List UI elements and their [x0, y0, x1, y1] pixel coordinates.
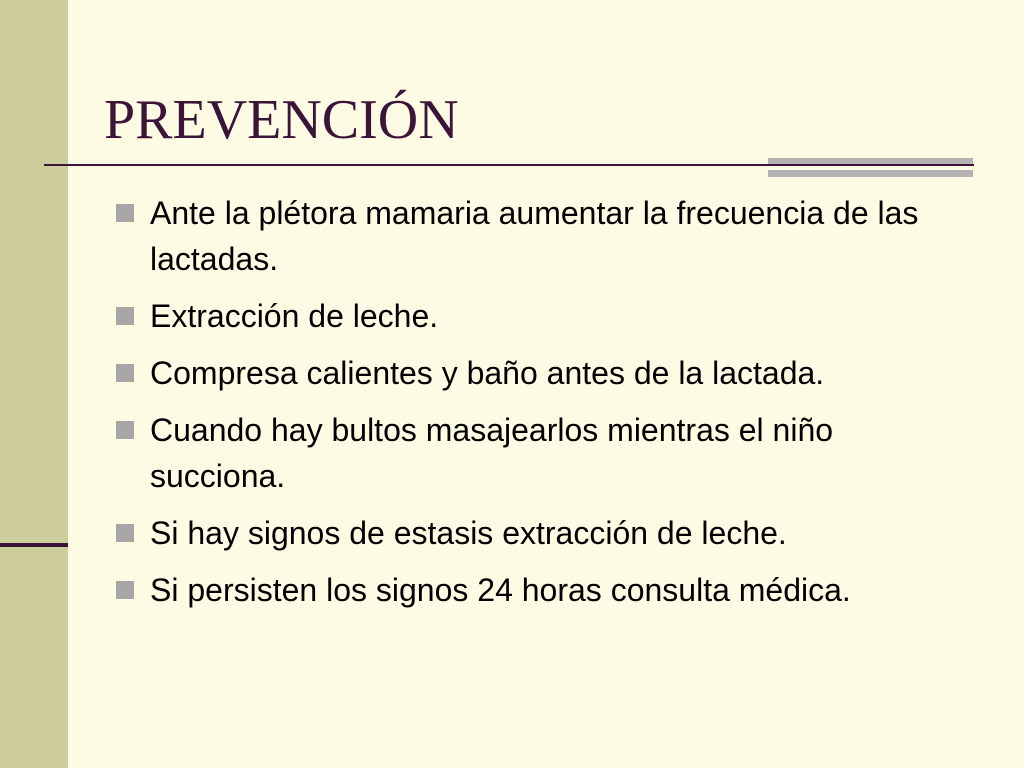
bullet-item: [116, 567, 976, 613]
bullet-item: [116, 407, 976, 499]
square-bullet-icon: [116, 204, 134, 222]
bullet-text: Cuando hay bultos masajearlos mientras el niño succiona.: [150, 412, 834, 494]
slide-title: PREVENCIÓN: [104, 89, 459, 151]
square-bullet-icon: [116, 581, 134, 599]
bullet-text: Si persisten los signos 24 horas consulta médica.: [150, 572, 851, 608]
square-bullet-icon: [116, 364, 134, 382]
bullet-item: [116, 293, 976, 339]
bullet-item: [116, 510, 976, 556]
divider-accent-bar-top: [768, 158, 973, 164]
bullet-text: Si hay signos de estasis extracción de leche.: [150, 515, 787, 551]
square-bullet-icon: [116, 524, 134, 542]
bullet-item: [116, 190, 976, 282]
bullet-text: Ante la plétora mamaria aumentar la frecuencia de las lactadas.: [150, 195, 919, 277]
bullet-item: [116, 350, 976, 396]
left-decorative-band: [0, 0, 68, 768]
bullet-text: Extracción de leche.: [150, 298, 439, 334]
left-band-accent-line: [0, 543, 68, 547]
bullet-list: [116, 190, 976, 624]
divider-accent: [768, 158, 973, 178]
square-bullet-icon: [116, 421, 134, 439]
bullet-text: Compresa calientes y baño antes de la lactada.: [150, 355, 825, 391]
divider-accent-bar-bottom: [768, 170, 973, 177]
square-bullet-icon: [116, 307, 134, 325]
